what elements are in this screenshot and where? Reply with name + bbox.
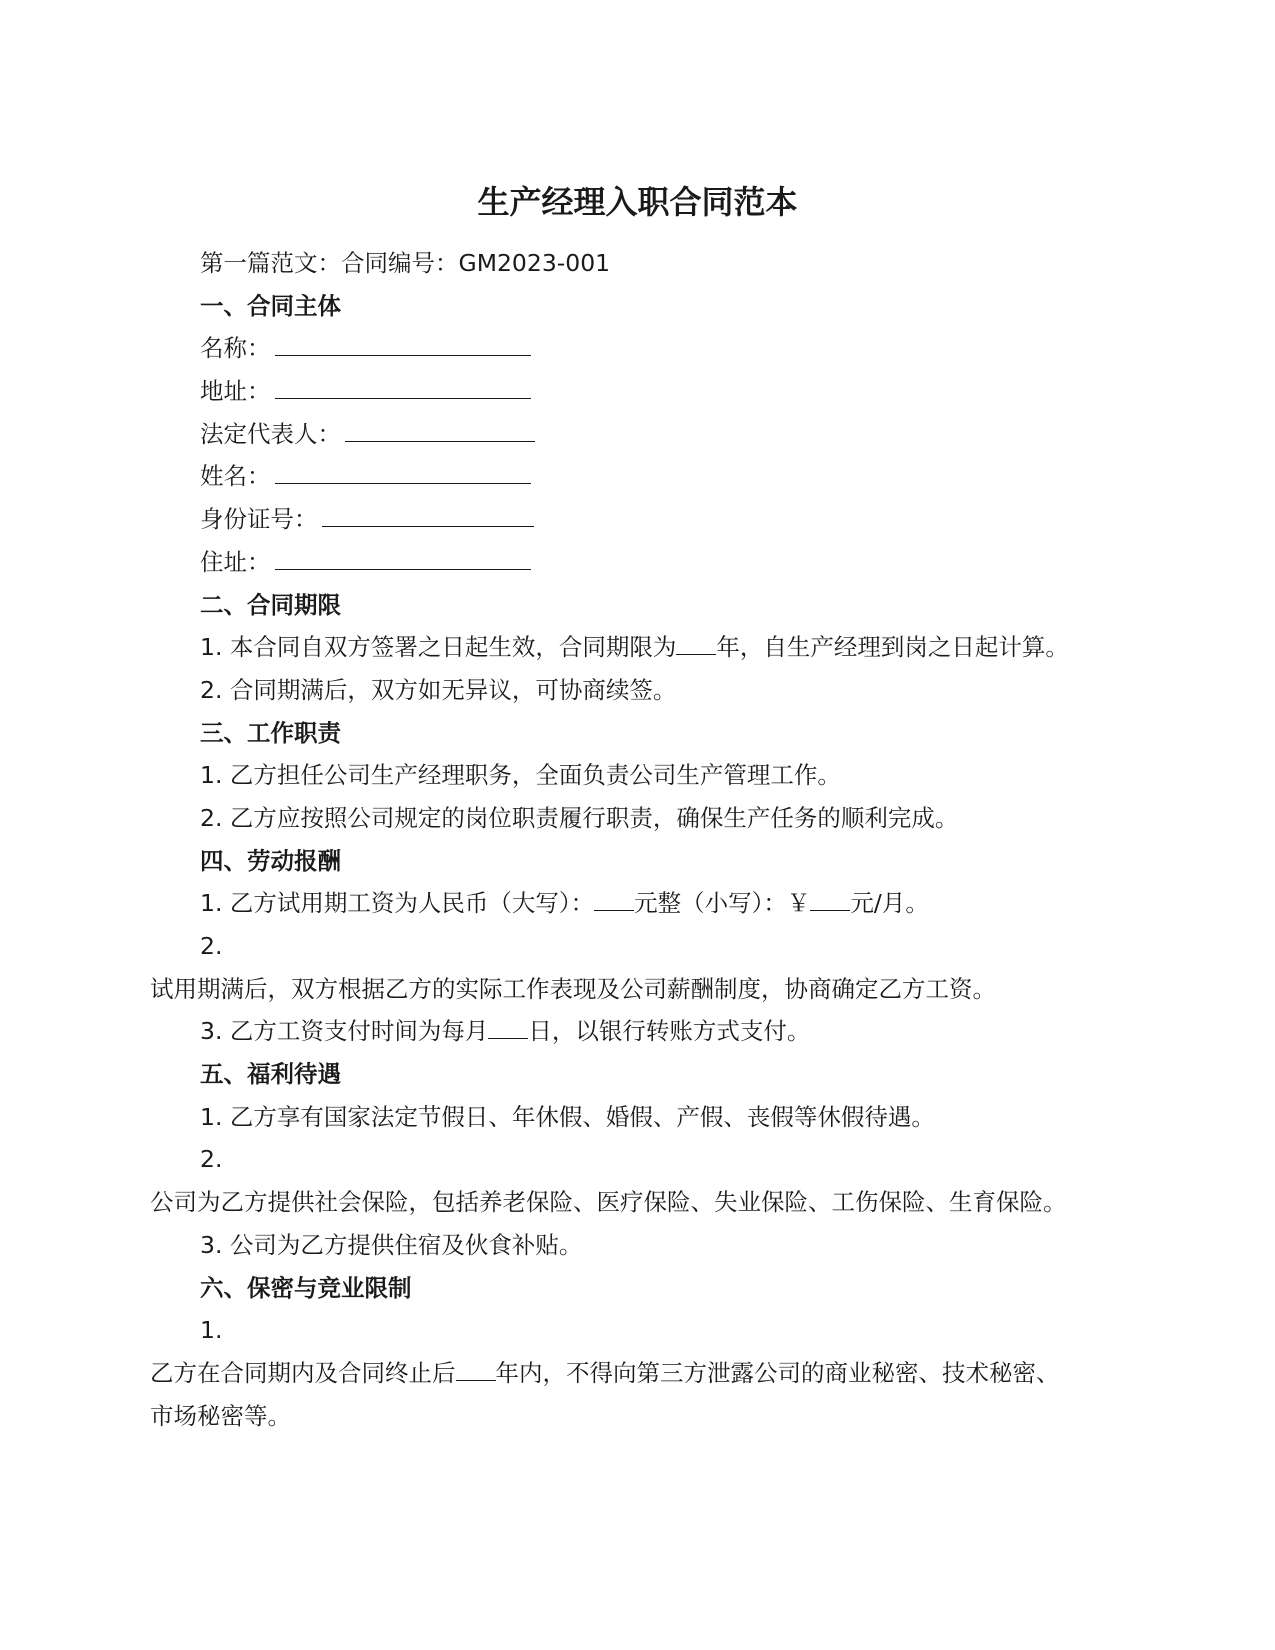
term-item-2: 2. 合同期满后，双方如无异议，可协商续签。: [200, 675, 677, 704]
intro-line: 第一篇范文：合同编号：GM2023-001: [200, 249, 611, 277]
blank-line: [275, 331, 531, 356]
blank-line: [275, 459, 531, 484]
clause-text: 年内，不得向第三方泄露公司的商业秘密、技术秘密、: [495, 1358, 1060, 1387]
blank-line: [275, 545, 531, 570]
field-legal-rep: [150, 413, 1130, 456]
field-label: 姓名：: [200, 462, 271, 491]
field-label: 名称：: [200, 334, 271, 363]
field-address: [150, 370, 1130, 413]
clause-text: 元整（小写）：￥: [634, 889, 811, 918]
term-item-1: [150, 626, 1130, 669]
benefits-item-1: 1. 乙方享有国家法定节假日、年休假、婚假、产假、丧假等休假待遇。: [200, 1102, 935, 1131]
field-name: [150, 327, 1130, 370]
section-heading-benefits: 五、福利待遇: [200, 1060, 341, 1089]
pay-item-2-number: 2.: [200, 932, 223, 960]
section-heading-pay: 四、劳动报酬: [200, 846, 341, 875]
clause-text: 乙方在合同期内及合同终止后: [150, 1358, 456, 1387]
blank-line: [456, 1356, 496, 1381]
blank-line: [322, 502, 534, 527]
duties-item-1: 1. 乙方担任公司生产经理职务，全面负责公司生产管理工作。: [200, 761, 841, 790]
clause-text: 年，自生产经理到岗之日起计算。: [716, 633, 1069, 662]
confidentiality-item-1-text: [150, 1352, 1130, 1395]
blank-line: [810, 886, 850, 911]
pay-item-1: [150, 882, 1130, 925]
clause-text: 3. 乙方工资支付时间为每月: [200, 1017, 489, 1046]
field-id-number: [150, 498, 1130, 541]
blank-line: [676, 630, 716, 655]
blank-line: [275, 374, 531, 399]
benefits-item-2-number: 2.: [200, 1145, 223, 1174]
clause-text: 元/月。: [850, 889, 929, 918]
field-label: 地址：: [200, 377, 271, 406]
clause-text: 1. 乙方试用期工资为人民币（大写）：: [200, 889, 595, 918]
field-label: 身份证号：: [200, 505, 318, 534]
clause-text: 日，以银行转账方式支付。: [528, 1017, 811, 1046]
document-title: 生产经理入职合同范本: [477, 183, 798, 221]
duties-item-2: 2. 乙方应按照公司规定的岗位职责履行职责，确保生产任务的顺利完成。: [200, 803, 959, 832]
field-person-name: [150, 455, 1130, 498]
blank-line: [594, 886, 634, 911]
section-heading-duties: 三、工作职责: [200, 718, 341, 747]
blank-line: [345, 417, 535, 442]
benefits-item-3: 3. 公司为乙方提供住宿及伙食补贴。: [200, 1230, 583, 1259]
section-heading-parties: 一、合同主体: [200, 291, 341, 320]
field-label: 住址：: [200, 547, 271, 576]
section-heading-term: 二、合同期限: [200, 590, 341, 619]
blank-line: [488, 1014, 528, 1039]
field-residence: [150, 541, 1130, 584]
benefits-item-2-text: 公司为乙方提供社会保险，包括养老保险、医疗保险、失业保险、工伤保险、生育保险。: [150, 1188, 1067, 1217]
field-label: 法定代表人：: [200, 419, 341, 448]
pay-item-2-text: 试用期满后，双方根据乙方的实际工作表现及公司薪酬制度，协商确定乙方工资。: [150, 974, 996, 1003]
clause-text: 1. 本合同自双方签署之日起生效，合同期限为: [200, 633, 677, 662]
confidentiality-item-1-continued: 市场秘密等。: [150, 1401, 291, 1430]
section-heading-confidentiality: 六、保密与竞业限制: [200, 1273, 412, 1302]
document-body: [150, 242, 1130, 1437]
confidentiality-item-1-number: 1.: [200, 1316, 223, 1345]
pay-item-3: [150, 1010, 1130, 1053]
